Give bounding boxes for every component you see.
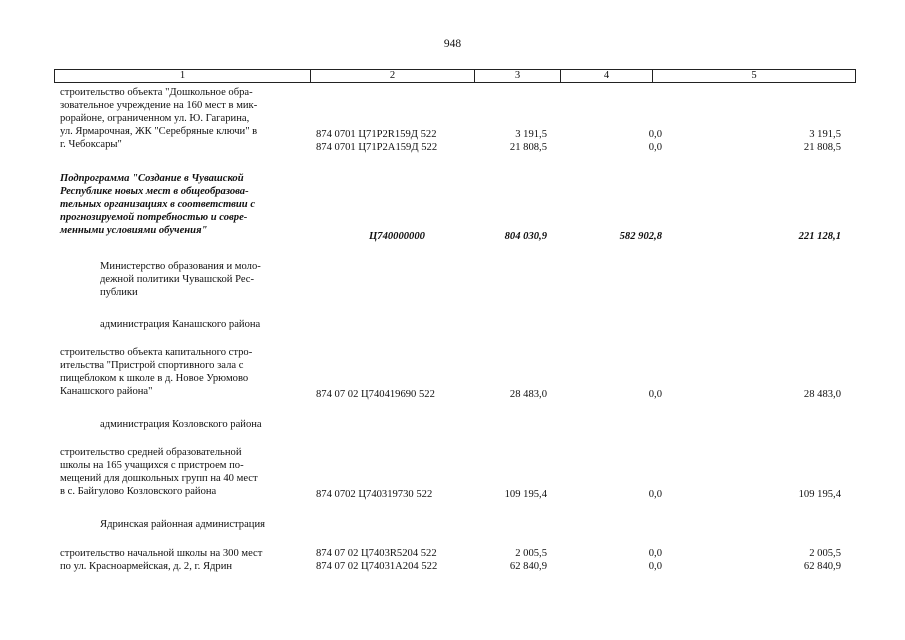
value: 0,0	[648, 561, 662, 572]
page-number: 948	[443, 38, 462, 50]
value: 0,0	[648, 129, 662, 140]
row-description	[60, 86, 304, 151]
value-col-3: 109 195,4	[504, 489, 547, 500]
desc-line: строительство средней образовательной	[60, 447, 242, 458]
budget-code: 874 07 02 Ц740419690 522	[316, 389, 435, 400]
administration-name: администрация Канашского района	[100, 319, 261, 330]
value-col-4: 0,0	[648, 389, 662, 400]
desc-line: строительство начальной школы на 300 мест	[60, 548, 263, 559]
value: 62 840,9	[509, 561, 547, 572]
ministry-name	[100, 260, 304, 299]
row-description	[60, 547, 304, 573]
budget-code-line: 874 07 02 Ц74031А204 522	[316, 561, 438, 572]
value-col-5	[700, 128, 841, 154]
header-col-4: 4	[561, 70, 653, 82]
value-col-4	[570, 547, 662, 573]
desc-line: строительство объекта капитального стро-	[60, 347, 253, 358]
row-description	[60, 446, 304, 498]
value-col-3	[478, 128, 547, 154]
subprogram-description	[60, 172, 304, 237]
desc-line: строительство объекта "Дошкольное обра-	[60, 87, 253, 98]
value: 3 191,5	[809, 129, 841, 140]
desc-line: тельных организациях в соответствии с	[60, 199, 256, 210]
desc-line: Подпрограмма "Создание в Чувашской	[60, 173, 244, 184]
budget-code: Ц740000000	[369, 231, 425, 242]
value: 21 808,5	[803, 142, 841, 153]
value-col-3	[478, 547, 547, 573]
desc-line: по ул. Красноармейская, д. 2, г. Ядрин	[60, 561, 233, 572]
value-col-3: 28 483,0	[509, 389, 547, 400]
budget-code: 874 0702 Ц740319730 522	[316, 489, 433, 500]
value: 62 840,9	[803, 561, 841, 572]
value-col-3: 804 030,9	[504, 231, 547, 242]
administration-name: Ядринская районная администрация	[100, 519, 266, 530]
budget-code-line: 874 0701 Ц71Р2А159Д 522	[316, 142, 438, 153]
desc-line: зовательное учреждение на 160 мест в мик-	[60, 100, 258, 111]
value: 0,0	[648, 142, 662, 153]
desc-line: прогнозируемой потребностью и совре-	[60, 212, 248, 223]
desc-line: рорайоне, ограниченном ул. Ю. Гагарина,	[60, 113, 250, 124]
budget-code-line: 874 0701 Ц71Р2R159Д 522	[316, 129, 437, 140]
desc-line: публики	[100, 287, 138, 298]
table-header	[54, 69, 856, 83]
desc-line: дежной политики Чувашской Рес-	[100, 274, 255, 285]
budget-code	[316, 547, 476, 573]
header-col-5: 5	[751, 70, 757, 81]
value: 0,0	[648, 548, 662, 559]
value: 2 005,5	[809, 548, 841, 559]
row-description	[60, 346, 304, 398]
desc-line: пищеблоком к школе в д. Новое Урюмово	[60, 373, 249, 384]
desc-line: Министерство образования и моло-	[100, 261, 261, 272]
desc-line: менными условиями обучения"	[60, 225, 208, 236]
desc-line: школы на 165 учащихся с пристроем по-	[60, 460, 244, 471]
desc-line: ул. Ярмарочная, ЖК "Серебряные ключи" в	[60, 126, 258, 137]
desc-line: в с. Байгулово Козловского района	[60, 486, 217, 497]
desc-line: ительства "Пристрой спортивного зала с	[60, 360, 244, 371]
value-col-5	[700, 547, 841, 573]
value-col-5: 109 195,4	[798, 489, 841, 500]
administration-name: администрация Козловского района	[100, 419, 262, 430]
desc-line: Канашского района"	[60, 386, 153, 397]
header-col-1: 1	[55, 70, 311, 82]
value: 2 005,5	[515, 548, 547, 559]
value-col-4	[570, 128, 662, 154]
desc-line: г. Чебоксары"	[60, 139, 122, 150]
desc-line: мещений для дошкольных групп на 40 мест	[60, 473, 258, 484]
value-col-4: 0,0	[648, 489, 662, 500]
header-col-2: 2	[311, 70, 475, 82]
desc-line: Республике новых мест в общеобразова-	[60, 186, 249, 197]
budget-code-line: 874 07 02 Ц7403R5204 522	[316, 548, 437, 559]
budget-code	[316, 128, 476, 154]
value-col-5: 28 483,0	[803, 389, 841, 400]
value: 21 808,5	[509, 142, 547, 153]
value-col-5: 221 128,1	[798, 231, 841, 242]
header-col-3: 3	[475, 70, 561, 82]
value: 3 191,5	[515, 129, 547, 140]
value-col-4: 582 902,8	[619, 231, 662, 242]
